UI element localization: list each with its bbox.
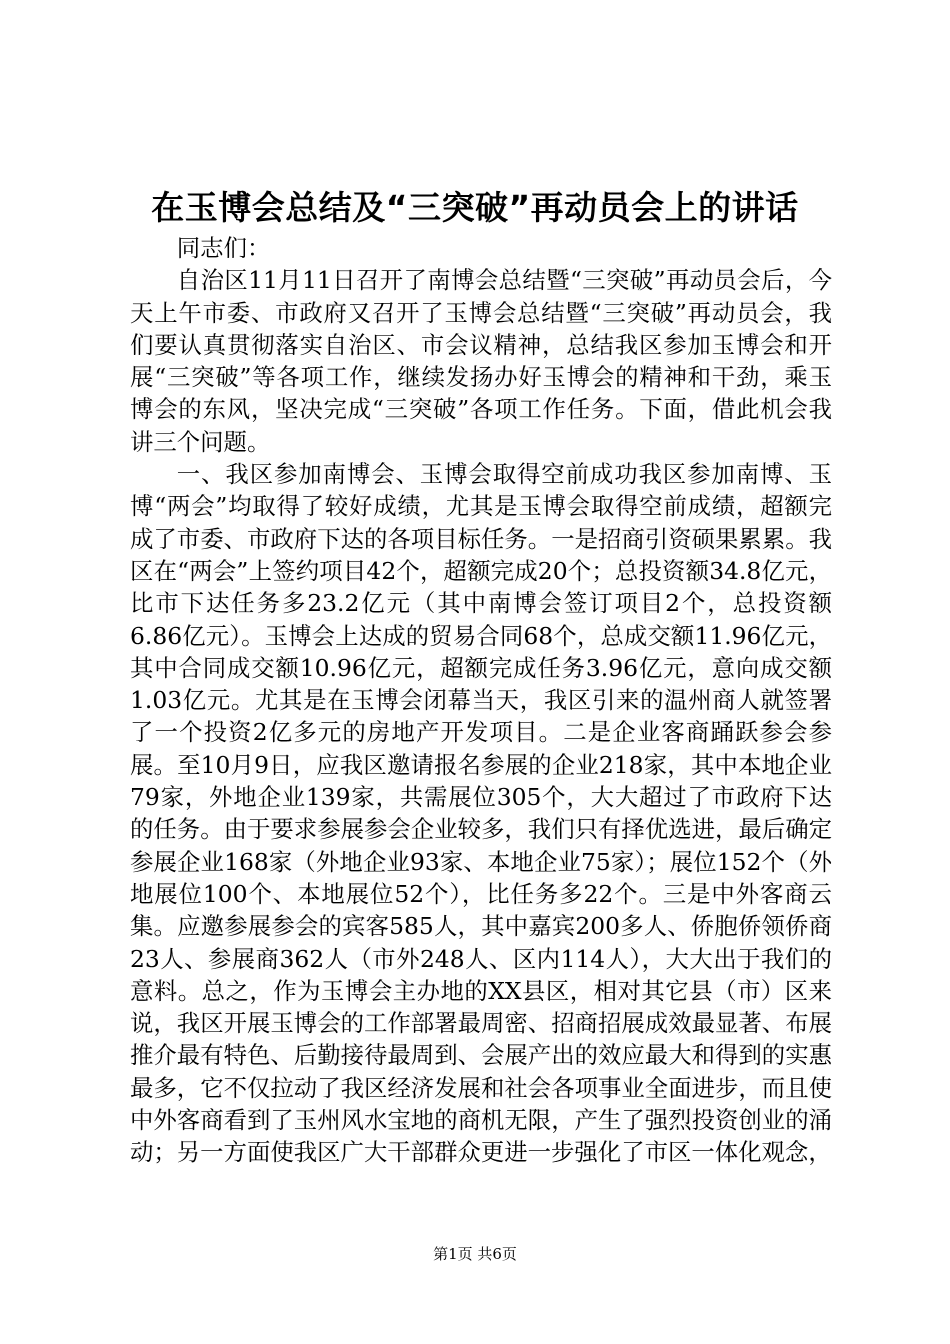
document-title: 在玉博会总结及“三突破”再动员会上的讲话: [151, 188, 799, 227]
paragraph-intro: 自治区11月11日召开了南博会总结暨“三突破”再动员会后，今天上午市委、市政府又召开了玉博会总结暨“三突破”再动员会，我们要认真贯彻落实自治区、市会议精神，总结我区参加玉博会和开展“三突破”等各项工作，继续发扬办好玉博会的精神和干劲，乘玉博会的东风，坚决完成“三突破”各项工作任务。下面，借此机会我讲三个问题。: [130, 266, 832, 456]
paragraph-section-one: 一、我区参加南博会、玉博会取得空前成功我区参加南博、玉博“两会”均取得了较好成绩，尤其是玉博会取得空前成绩，超额完成了市委、市政府下达的各项目标任务。一是招商引资硕果累累。我区在“两会”上签约项目42个，超额完成20个；总投资额34.8亿元，比市下达任务多23.2亿元（其中南博会签订项目2个，总投资额6.86亿元）。玉博会上达成的贸易合同68个，总成交额11.96亿元，其中合同成交额10.96亿元，超额完成任务3.96亿元，意向成交额1.03亿元。尤其是在玉博会闭幕当天，我区引来的温州商人就签署了一个投资2亿多元的房地产开发项目。二是企业客商踊跃参会参展。至10月9日，应我区邀请报名参展的企业218家，其中本地企业79家，外地企业139家，共需展位305个，大大超过了市政府下达的任务。由于要求参展参会企业较多，我们只有择优选进，最后确定参展企业168家（外地企业93家、本地企业75家）；展位152个（外地展位100个、本地展位52个），比任务多22个。三是中外客商云集。应邀参展参会的宾客585人，其中嘉宾200多人、侨胞侨领侨商23人、参展商362人（市外248人、区内114人），大大出于我们的意料。总之，作为玉博会主办地的XX县区，相对其它县（市）区来说，我区开展玉博会的工作部署最周密、招商招展成效最显著、布展推介最有特色、后勤接待最周到、会展产出的效应最大和得到的实惠最多，它不仅拉动了我区经济发展和社会各项事业全面进步，而且使中外客商看到了玉州风水宝地的商机无限，产生了强烈投资创业的涌动；另一方面使我区广大干部群众更进一步强化了市区一体化观念，: [130, 460, 832, 1167]
salutation: 同志们：: [176, 234, 271, 262]
document-body: [130, 232, 832, 1169]
page-footer: 第1页 共6页: [433, 1245, 517, 1263]
